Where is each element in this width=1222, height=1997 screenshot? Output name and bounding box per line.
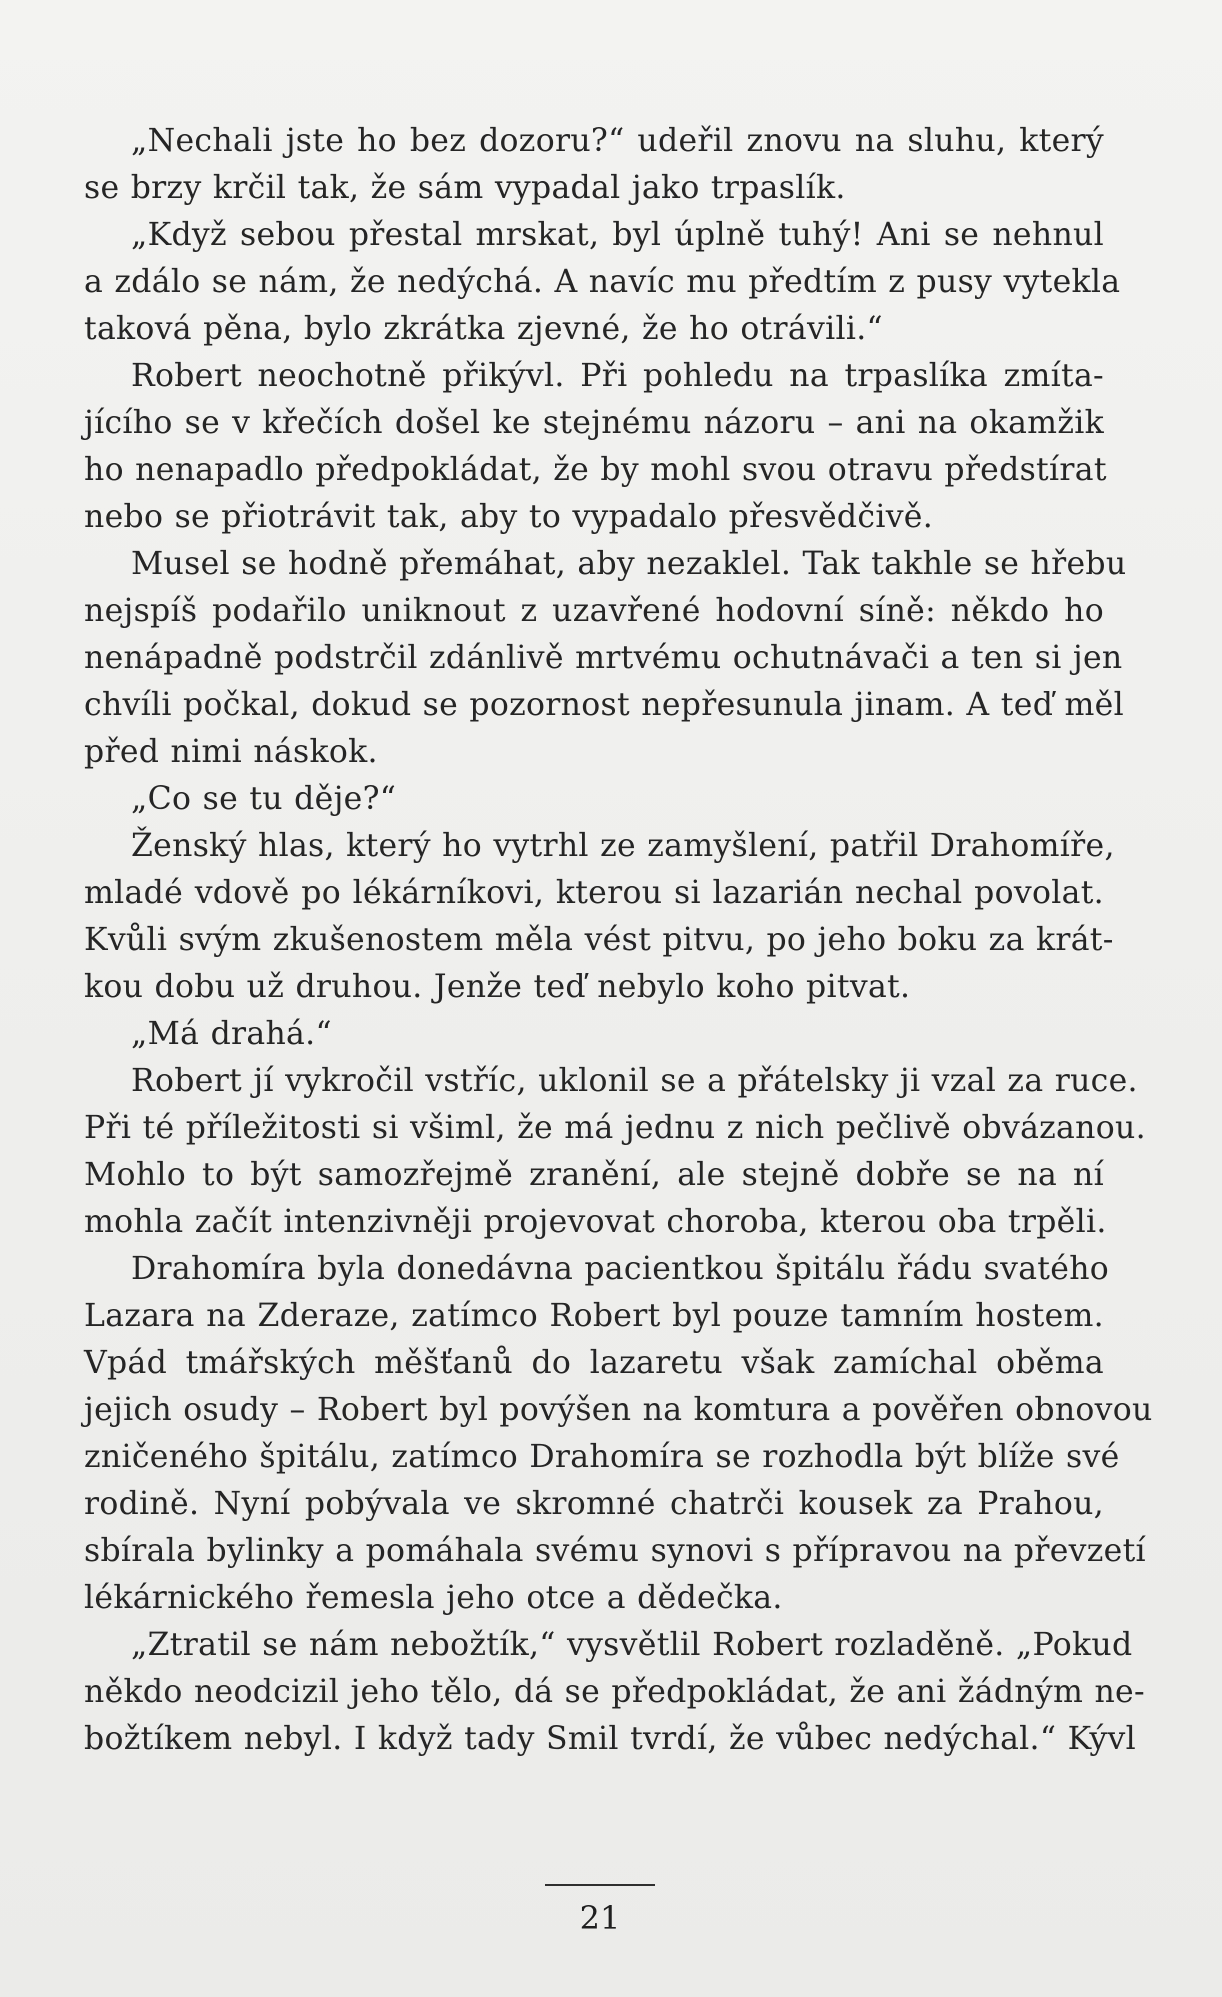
text-line: Kvůli svým zkušenostem měla vést pitvu, po jeho boku za krát-	[84, 922, 1114, 958]
text-line: někdo neodcizil jeho tělo, dá se předpokládat, že ani žádným ne-	[84, 1674, 1145, 1710]
text-line: lékárnického řemesla jeho otce a dědečka.	[84, 1580, 783, 1616]
text-line: nebo se přiotrávit tak, aby to vypadalo přesvědčivě.	[84, 499, 934, 535]
page-text	[84, 118, 1153, 1763]
text-line: zničeného špitálu, zatímco Drahomíra se rozhodla být blíže své	[84, 1439, 1120, 1475]
text-line: a zdálo se nám, že nedýchá. A navíc mu předtím z pusy vytekla	[84, 264, 1121, 300]
text-line: mladé vdově po lékárníkovi, kterou si lazarián nechal povolat.	[84, 875, 1104, 911]
text-line: Mohlo to být samozřejmě zranění, ale stejně dobře se na ní	[84, 1157, 1104, 1193]
text-line: nenápadně podstrčil zdánlivě mrtvému ochutnávači a ten si jen	[84, 640, 1123, 676]
text-line: Musel se hodně přemáhat, aby nezaklel. Tak takhle se hřebu	[131, 546, 1127, 582]
text-line: Ženský hlas, který ho vytrhl ze zamyšlení, patřil Drahomíře,	[131, 828, 1115, 864]
text-line: „Když sebou přestal mrskat, byl úplně tuhý! Ani se nehnul	[131, 217, 1104, 253]
text-line: nejspíš podařilo uniknout z uzavřené hodovní síně: někdo ho	[84, 593, 1104, 629]
page-number-rule	[545, 1884, 655, 1886]
text-line: kou dobu už druhou. Jenže teď nebylo koho pitvat.	[84, 969, 911, 1005]
text-line: se brzy krčil tak, že sám vypadal jako trpaslík.	[84, 170, 846, 206]
text-line: jícího se v křečích došel ke stejnému názoru – ani na okamžik	[84, 405, 1104, 441]
text-line: „Má drahá.“	[131, 1016, 332, 1052]
text-line: rodině. Nyní pobývala ve skromné chatrči kousek za Prahou,	[84, 1486, 1104, 1522]
text-line: chvíli počkal, dokud se pozornost nepřesunula jinam. A teď měl	[84, 687, 1124, 723]
text-line: „Ztratil se nám nebožtík,“ vysvětlil Robert rozladěně. „Pokud	[131, 1627, 1133, 1663]
text-line: „Nechali jste ho bez dozoru?“ udeřil znovu na sluhu, který	[131, 123, 1104, 159]
text-line: Drahomíra byla donedávna pacientkou špitálu řádu svatého	[131, 1251, 1110, 1287]
text-line: „Co se tu děje?“	[131, 781, 397, 817]
text-line: Vpád tmářských měšťanů do lazaretu však zamíchal oběma	[84, 1345, 1104, 1381]
text-line: jejich osudy – Robert byl povýšen na komtura a pověřen obnovou	[84, 1392, 1153, 1428]
page-number: 21	[579, 1899, 621, 1937]
text-line: mohla začít intenzivněji projevovat choroba, kterou oba trpěli.	[84, 1204, 1107, 1240]
text-line: Při té příležitosti si všiml, že má jednu z nich pečlivě obvázanou.	[84, 1110, 1146, 1146]
text-line: Robert jí vykročil vstříc, uklonil se a přátelsky ji vzal za ruce.	[131, 1063, 1138, 1099]
text-line: Lazara na Zderaze, zatímco Robert byl pouze tamním hostem.	[84, 1298, 1104, 1334]
text-line: Robert neochotně přikývl. Při pohledu na trpaslíka zmíta-	[131, 358, 1104, 394]
text-line: před nimi náskok.	[84, 734, 378, 770]
text-line: božtíkem nebyl. I když tady Smil tvrdí, že vůbec nedýchal.“ Kývl	[84, 1721, 1136, 1757]
text-line: ho nenapadlo předpokládat, že by mohl svou otravu předstírat	[84, 452, 1107, 488]
text-line: taková pěna, bylo zkrátka zjevné, že ho otrávili.“	[84, 311, 883, 347]
text-line: sbírala bylinky a pomáhala svému synovi s přípravou na převzetí	[84, 1533, 1146, 1569]
